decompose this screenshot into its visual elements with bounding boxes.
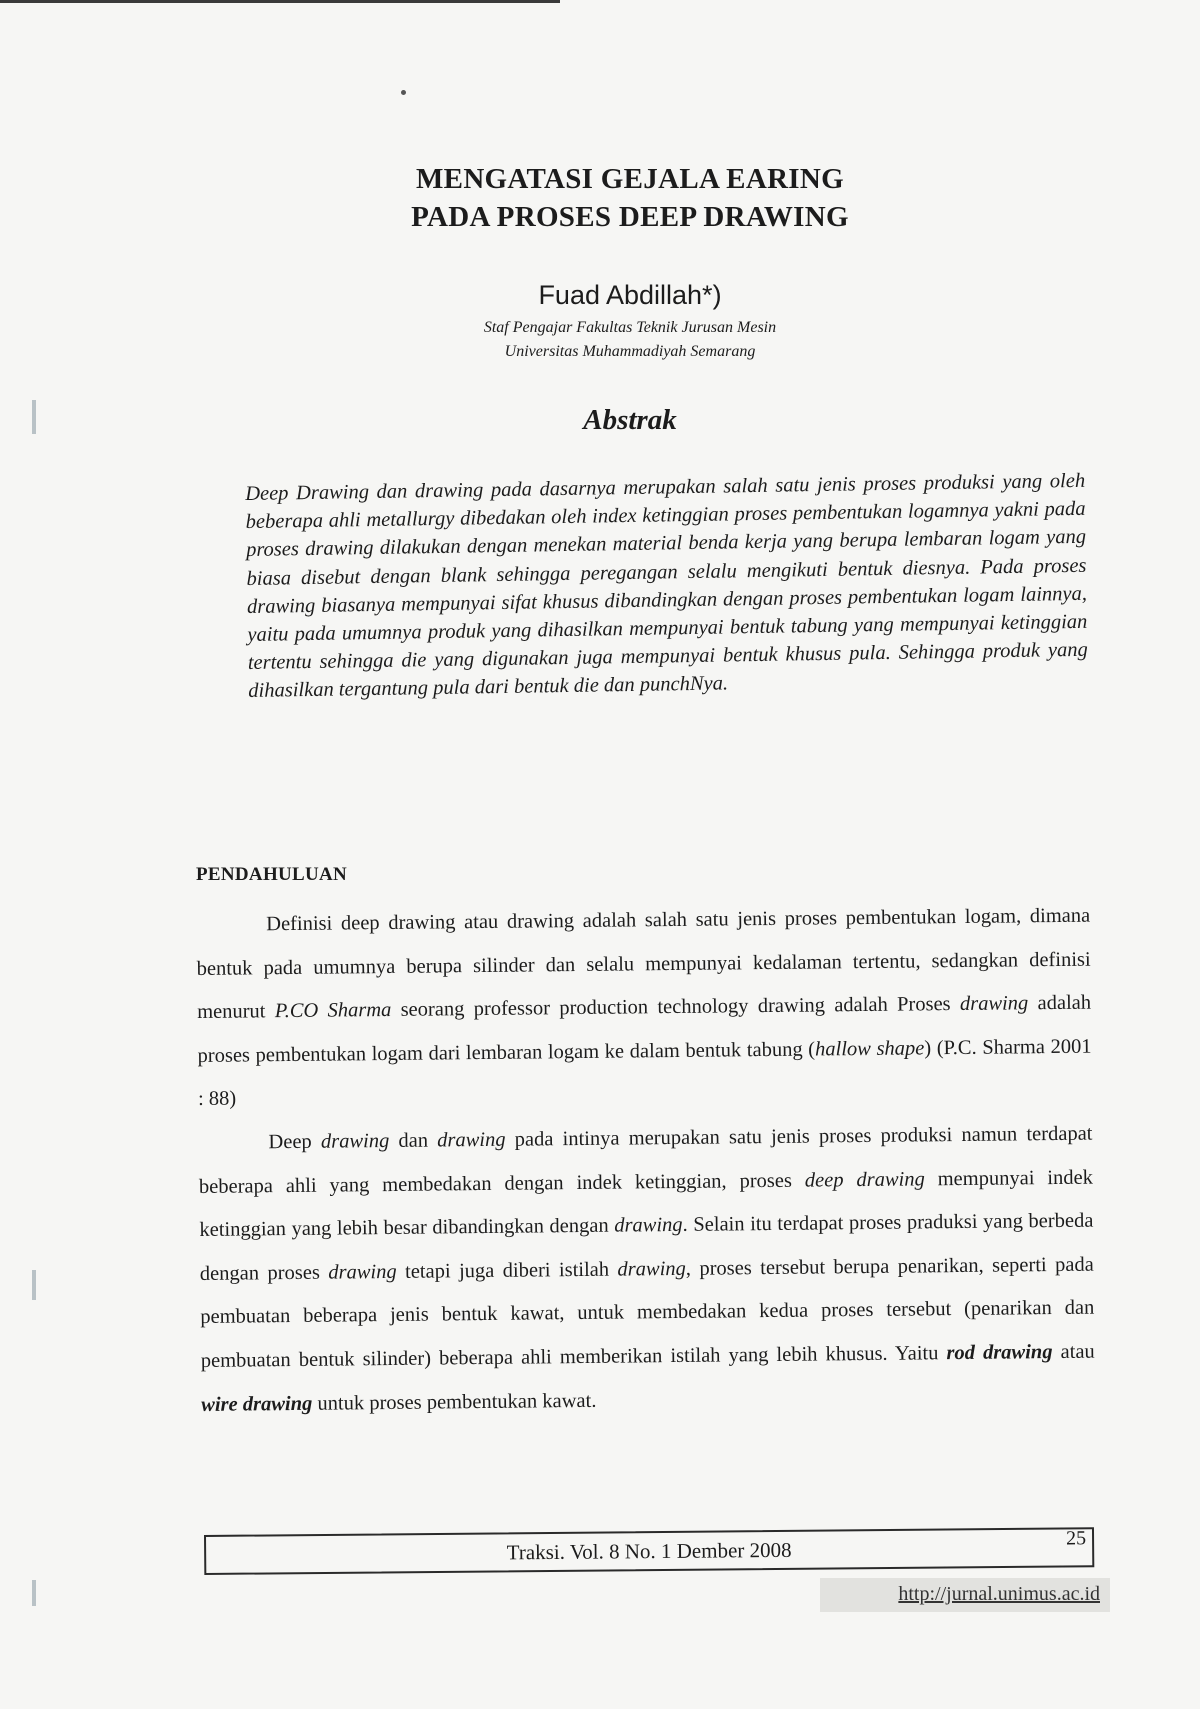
affiliation-line-1: Staf Pengajar Fakultas Teknik Jurusan Mesin [483, 319, 777, 336]
paragraph-bold-italic-text: rod drawing [946, 1340, 1053, 1365]
paragraph-italic-text: drawing [320, 1129, 390, 1153]
title-line-2: PADA PROSES DEEP DRAWING [411, 201, 849, 233]
paragraph-italic-text: P.CO Sharma [274, 999, 392, 1023]
paragraph-text: mempunyai indek ketinggian yang lebih besar dibandingkan dengan [199, 1166, 1094, 1242]
scan-speck [401, 90, 406, 95]
paragraph-italic-text: drawing [617, 1257, 686, 1281]
paragraph-italic-text: hallow shape [814, 1037, 925, 1061]
paragraph-italic-text: drawing [614, 1214, 683, 1237]
paper-title [200, 160, 1060, 236]
paragraph-text: , proses tersebut berupa penarikan, seperti pada pembuatan beberapa jenis bentuk kawat, untuk membedakan kedua proses tersebut (penarikan dan pembuatan bentuk silinder) beberapa ahli memberikan istilah yang lebih khusus. Yaitu [200, 1253, 1095, 1372]
title-line-1: MENGATASI GEJALA EARING [416, 163, 844, 195]
paragraph-text: Definisi deep drawing atau drawing adalah salah satu jenis proses pembentukan logam, dimana bentuk pada umumnya berupa silinder dan selalu mempunyai kedalaman tertentu, sedangkan definisi menurut [196, 904, 1091, 1024]
author-affiliation [200, 316, 1060, 364]
paragraph-text: pada intinya merupakan satu jenis proses produksi namun terdapat beberapa ahli yang membedakan dengan indek ketinggian, proses [198, 1122, 1093, 1198]
scan-top-rule [0, 0, 560, 3]
paragraph-italic-text: deep drawing [804, 1167, 925, 1192]
section-heading-pendahuluan: PENDAHULUAN [196, 864, 348, 885]
paragraph-text: seorang professor production technology drawing adalah Proses [391, 993, 961, 1022]
abstract-heading: Abstrak [583, 404, 677, 436]
body-text [196, 895, 1095, 1427]
paragraph-text: dan [389, 1129, 438, 1152]
page-number: 25 [1065, 1527, 1087, 1550]
scan-margin-mark [32, 1580, 36, 1606]
paragraph-italic-text: drawing [959, 992, 1029, 1016]
journal-url-link[interactable]: http://jurnal.unimus.ac.id [820, 1578, 1110, 1612]
paragraph-text: adalah proses pembentukan logam dari lembaran logam ke dalam bentuk tabung ( [197, 991, 1092, 1067]
affiliation-line-2: Universitas Muhammadiyah Semarang [504, 343, 756, 360]
paragraph-text: untuk proses pembentukan kawat. [312, 1389, 597, 1415]
abstract-text: Deep Drawing dan drawing pada dasarnya merupakan salah satu jenis proses produksi yang oleh beberapa ahli metallurgy dibedakan oleh index ketinggian proses pembentukan logamnya yakni pada proses drawing dilakukan dengan menekan material benda kerja yang berupa lembaran logam yang biasa disebut dengan blank sehingga peregangan selalu mengikuti bentuk diesnya. Pada proses drawing biasanya mempunyai sifat khusus dibandingkan dengan proses pembentukan logam lainnya, yaitu pada umumnya produk yang dihasilkan mempunyai bentuk tabung yang mempunyai ketinggian tertentu sehingga die yang digunakan juga mempunyai bentuk khusus pula. Sehingga produk yang dihasilkan tergantung pula dari bentuk die dan punchNya. [245, 469, 1088, 703]
paragraph-bold-italic-text: wire drawing [201, 1392, 313, 1416]
paragraph-italic-text: drawing [437, 1128, 506, 1152]
paragraph-text: tetapi juga diberi istilah [396, 1258, 618, 1283]
paragraph-text: . Selain itu terdapat proses praduksi yang berbeda dengan proses [199, 1209, 1094, 1285]
author-name: Fuad Abdillah*) [538, 280, 722, 310]
body-paragraph-2 [198, 1113, 1095, 1428]
paragraph-text: atau [1052, 1340, 1095, 1363]
paragraph-italic-text: drawing [328, 1260, 397, 1284]
paragraph-text: ) (P.C. Sharma 2001 : 88) [197, 1035, 1092, 1111]
scan-margin-mark [32, 400, 36, 434]
journal-citation: Traksi. Vol. 8 No. 1 Dember 2008 [506, 1537, 792, 1565]
body-paragraph-1 [196, 895, 1092, 1122]
paragraph-text: Deep [268, 1130, 322, 1154]
scan-margin-mark [32, 1270, 36, 1300]
footer-box [204, 1527, 1094, 1575]
